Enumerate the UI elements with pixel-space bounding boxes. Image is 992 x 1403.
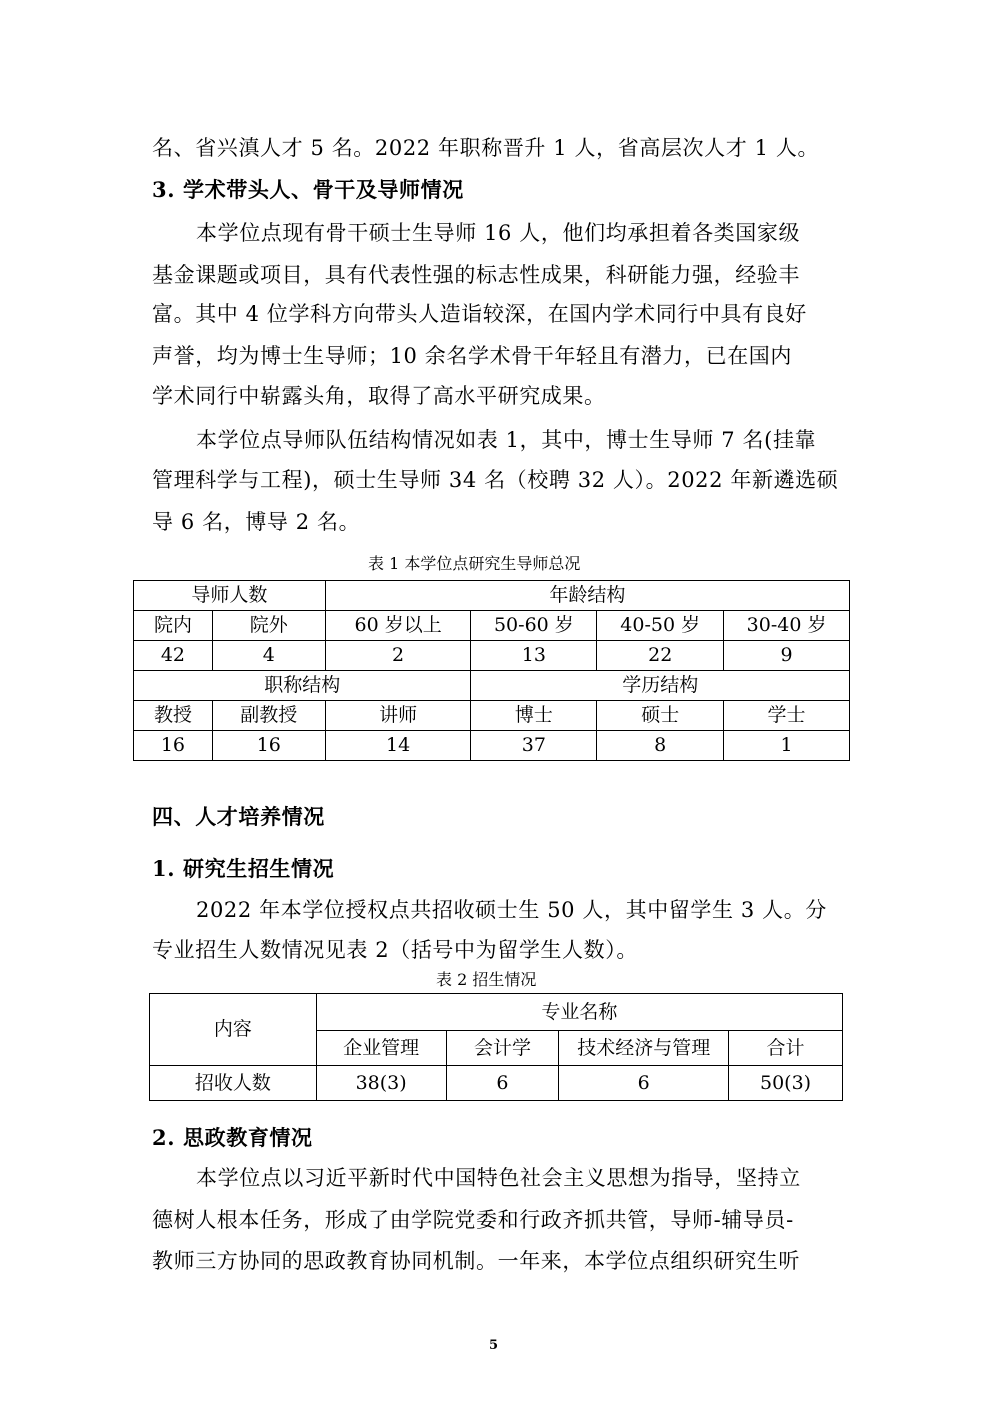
value-age-40-50: 22	[597, 641, 724, 671]
cell-accounting: 会计学	[446, 1031, 559, 1066]
value-accounting: 6	[446, 1066, 559, 1101]
table1-caption: 表 1 本学位点研究生导师总况	[368, 554, 581, 573]
table-row	[150, 994, 843, 1031]
value-master: 8	[597, 731, 724, 761]
heading-enrollment: 1. 研究生招生情况	[152, 856, 335, 881]
table-row	[134, 671, 850, 701]
header-age-structure: 年龄结构	[325, 581, 849, 611]
cell-age-30-40: 30-40 岁	[724, 611, 850, 641]
table-row	[134, 701, 850, 731]
header-title-structure: 职称结构	[134, 671, 471, 701]
header-major-name: 专业名称	[316, 994, 842, 1031]
para-ideology-1: 本学位点以习近平新时代中国特色社会主义思想为指导，坚持立	[196, 1166, 801, 1190]
table2-caption: 表 2 招生情况	[436, 970, 537, 989]
value-professor: 16	[134, 731, 213, 761]
table-row	[134, 641, 850, 671]
cell-bachelor: 学士	[724, 701, 850, 731]
page-number: 5	[489, 1338, 499, 1353]
value-bachelor: 1	[724, 731, 850, 761]
value-in-college: 42	[134, 641, 213, 671]
para-structure-1: 本学位点导师队伍结构情况如表 1，其中，博士生导师 7 名(挂靠	[196, 428, 817, 452]
header-education-structure: 学历结构	[471, 671, 850, 701]
section-talent-cultivation: 四、人才培养情况	[152, 804, 325, 829]
cell-age-60-plus: 60 岁以上	[325, 611, 471, 641]
value-enterprise-management: 38(3)	[316, 1066, 446, 1101]
cell-associate-professor: 副教授	[212, 701, 325, 731]
cell-master: 硕士	[597, 701, 724, 731]
cell-tech-economics: 技术经济与管理	[559, 1031, 729, 1066]
heading-ideological-education: 2. 思政教育情况	[152, 1125, 313, 1150]
value-phd: 37	[471, 731, 597, 761]
para-backbone-4: 声誉，均为博士生导师；10 余名学术骨干年轻且有潜力，已在国内	[152, 344, 792, 368]
cell-age-50-60: 50-60 岁	[471, 611, 597, 641]
value-age-50-60: 13	[471, 641, 597, 671]
header-tutor-count: 导师人数	[134, 581, 326, 611]
value-associate-professor: 16	[212, 731, 325, 761]
para-backbone-5: 学术同行中崭露头角，取得了高水平研究成果。	[152, 384, 606, 408]
cell-out-college: 院外	[212, 611, 325, 641]
table-row	[150, 1066, 843, 1101]
para-backbone-3: 富。其中 4 位学科方向带头人造诣较深，在国内学术同行中具有良好	[152, 302, 807, 326]
cell-professor: 教授	[134, 701, 213, 731]
para-enrollment-2: 专业招生人数情况见表 2（括号中为留学生人数）。	[152, 938, 638, 962]
table-row	[134, 581, 850, 611]
para-structure-3: 导 6 名，博导 2 名。	[152, 510, 361, 534]
para-backbone-2: 基金课题或项目，具有代表性强的标志性成果，科研能力强，经验丰	[152, 263, 800, 287]
enrollment-table	[149, 993, 843, 1101]
cell-lecturer: 讲师	[325, 701, 471, 731]
value-total: 50(3)	[729, 1066, 843, 1101]
cell-enterprise-management: 企业管理	[316, 1031, 446, 1066]
cell-age-40-50: 40-50 岁	[597, 611, 724, 641]
line-talent-counts: 名、省兴滇人才 5 名。2022 年职称晋升 1 人，省高层次人才 1 人。	[152, 136, 820, 160]
para-enrollment-1: 2022 年本学位授权点共招收硕士生 50 人，其中留学生 3 人。分	[196, 898, 827, 922]
value-age-60-plus: 2	[325, 641, 471, 671]
para-ideology-3: 教师三方协同的思政教育协同机制。一年来，本学位点组织研究生听	[152, 1249, 800, 1273]
header-content: 内容	[150, 994, 317, 1066]
para-structure-2: 管理科学与工程)，硕士生导师 34 名（校聘 32 人）。2022 年新遴选硕	[152, 468, 839, 492]
heading-academic-leaders: 3. 学术带头人、骨干及导师情况	[152, 177, 464, 202]
cell-phd: 博士	[471, 701, 597, 731]
tutor-overview-table	[133, 580, 850, 761]
para-ideology-2: 德树人根本任务，形成了由学院党委和行政齐抓共管，导师-辅导员-	[152, 1208, 794, 1232]
value-age-30-40: 9	[724, 641, 850, 671]
table-row	[134, 731, 850, 761]
value-out-college: 4	[212, 641, 325, 671]
value-lecturer: 14	[325, 731, 471, 761]
table-row	[134, 611, 850, 641]
value-tech-economics: 6	[559, 1066, 729, 1101]
cell-enrolled-count: 招收人数	[150, 1066, 317, 1101]
cell-total: 合计	[729, 1031, 843, 1066]
para-backbone-1: 本学位点现有骨干硕士生导师 16 人，他们均承担着各类国家级	[196, 221, 801, 245]
cell-in-college: 院内	[134, 611, 213, 641]
